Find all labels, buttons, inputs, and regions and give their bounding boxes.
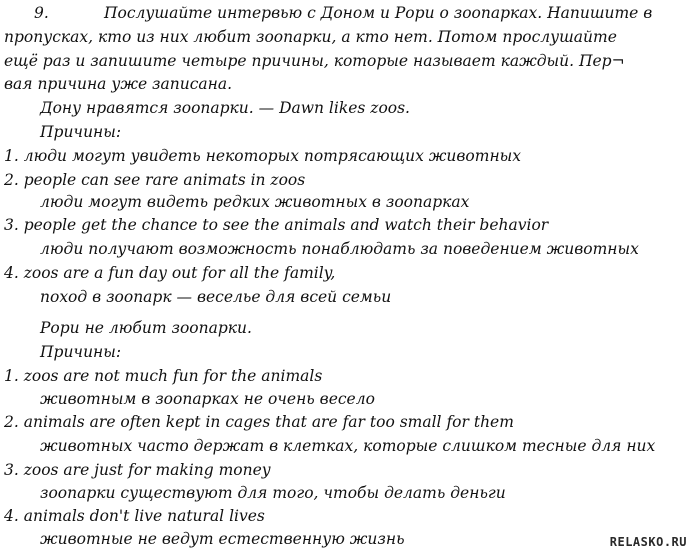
don-reason-2-translation: люди могут видеть редких животных в зоопарках <box>40 193 470 211</box>
don-reason-1: 1. люди могут увидеть некоторых потрясающих животных <box>4 147 522 165</box>
rory-reason-3: 3. zoos are just for making money <box>4 461 271 479</box>
don-reason-2: 2. people can see rare animats in zoos <box>4 171 306 189</box>
rory-reason-1-translation: животным в зоопарках не очень весело <box>40 390 375 408</box>
instruction-line-1: Послушайте интервью с Доном и Рори о зоопарках. Напишите в <box>104 4 653 22</box>
rory-reason-2-translation: животных часто держат в клетках, которые слишком тесные для них <box>40 437 656 455</box>
rory-reason-4-translation: животные не ведут естественную жизнь <box>40 530 405 548</box>
watermark: RELASKO.RU <box>609 535 687 549</box>
don-reason-4-translation: поход в зоопарк — веселье для всей семьи <box>40 288 392 306</box>
rory-reason-2: 2. animals are often kept in cages that are far too small for them <box>4 413 514 431</box>
exercise-number: 9. <box>34 4 49 22</box>
instruction-line-3: ещё раз и запишите четыре причины, которые называет каждый. Пер¬ <box>4 52 625 70</box>
instruction-line-4: вая причина уже записана. <box>4 75 233 93</box>
instruction-line-2: пропусках, кто из них любит зоопарки, а кто нет. Потом прослушайте <box>4 28 617 46</box>
don-reason-4: 4. zoos are a fun day out for all the family, <box>4 264 336 282</box>
don-heading: Дону нравятся зоопарки. — Dawn likes zoos. <box>40 99 410 117</box>
rory-reason-3-translation: зоопарки существуют для того, чтобы делать деньги <box>40 484 506 502</box>
rory-reasons-label: Причины: <box>40 343 122 361</box>
rory-heading: Рори не любит зоопарки. <box>40 319 252 337</box>
don-reason-3-translation: люди получают возможность понаблюдать за поведением животных <box>40 240 639 258</box>
rory-reason-1: 1. zoos are not much fun for the animals <box>4 367 323 385</box>
rory-reason-4: 4. animals don't live natural lives <box>4 507 265 525</box>
don-reason-3: 3. people get the chance to see the animals and watch their behavior <box>4 216 549 234</box>
don-reasons-label: Причины: <box>40 123 122 141</box>
